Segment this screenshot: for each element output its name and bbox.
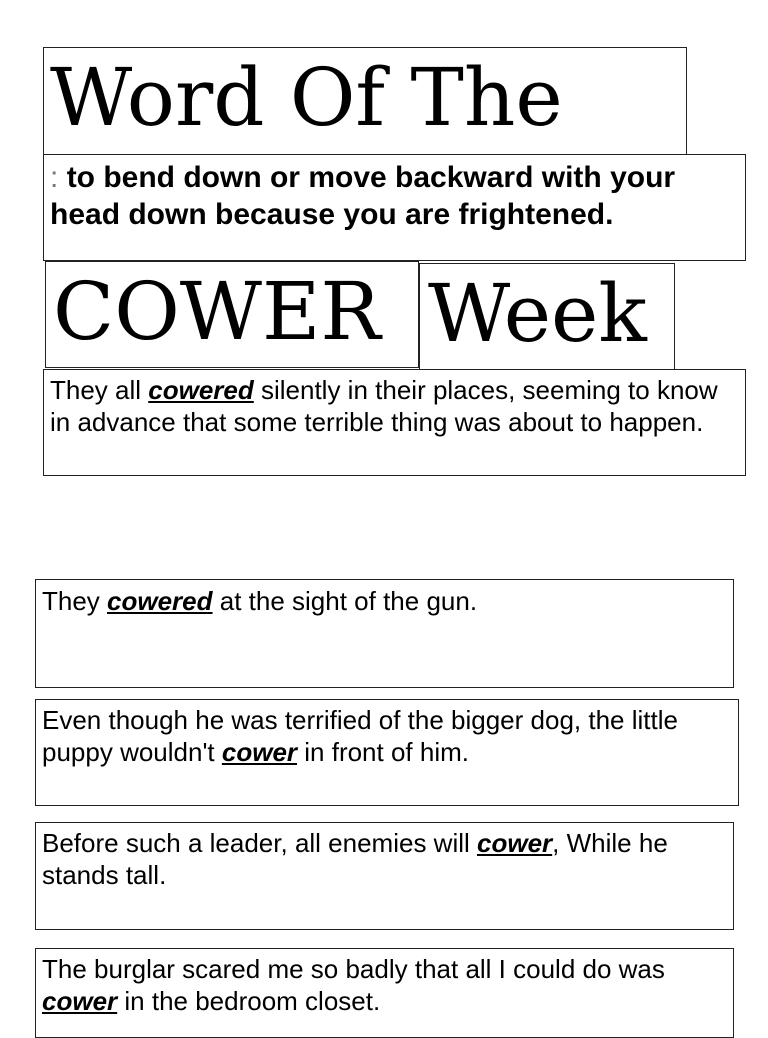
example-1-before: They all [50, 375, 149, 405]
title-box-word-of-the [43, 47, 687, 157]
example-3-after: in front of him. [297, 737, 469, 767]
example-sentence-1 [50, 374, 737, 438]
example-4-after: , While he stands tall. [42, 828, 668, 890]
example-box-3 [35, 699, 739, 806]
example-4-before: Before such a leader, all enemies will [42, 828, 478, 858]
word-of-the-week: COWER [53, 265, 381, 358]
example-sentence-5 [42, 953, 725, 1017]
example-sentence-4 [42, 827, 727, 891]
title-word-of-the: Word Of The [50, 51, 563, 144]
example-sentence-2 [42, 585, 725, 617]
example-2-before: They [42, 586, 108, 616]
definition-text: to bend down or move backward with your head down because you are frightened. [50, 161, 676, 231]
example-box-5 [35, 948, 734, 1038]
example-4-keyword: cower [477, 828, 553, 858]
title-box-week [419, 263, 675, 370]
example-box-2 [35, 579, 734, 688]
title-week: Week [428, 267, 647, 360]
example-5-after: in the bedroom closet. [117, 986, 381, 1016]
example-5-before: The burglar scared me so badly that all I could do was [42, 954, 665, 984]
definition-box [43, 154, 746, 261]
definition-prefix: : [50, 161, 59, 194]
example-2-keyword: cowered [107, 586, 213, 616]
example-3-before: Even though he was terrified of the bigger dog, the little puppy wouldn't [42, 705, 678, 767]
example-3-keyword: cower [221, 737, 298, 767]
word-box-cower [45, 261, 419, 368]
example-box-4 [35, 822, 734, 930]
example-box-1 [43, 369, 746, 476]
example-1-after: silently in their places, seeming to know in advance that some terrible thing was about to happen. [50, 375, 718, 437]
example-1-keyword: cowered [148, 375, 254, 405]
example-sentence-3 [42, 704, 730, 768]
definition-text-block [50, 159, 739, 233]
example-2-after: at the sight of the gun. [212, 586, 478, 616]
example-5-keyword: cower [42, 986, 118, 1016]
